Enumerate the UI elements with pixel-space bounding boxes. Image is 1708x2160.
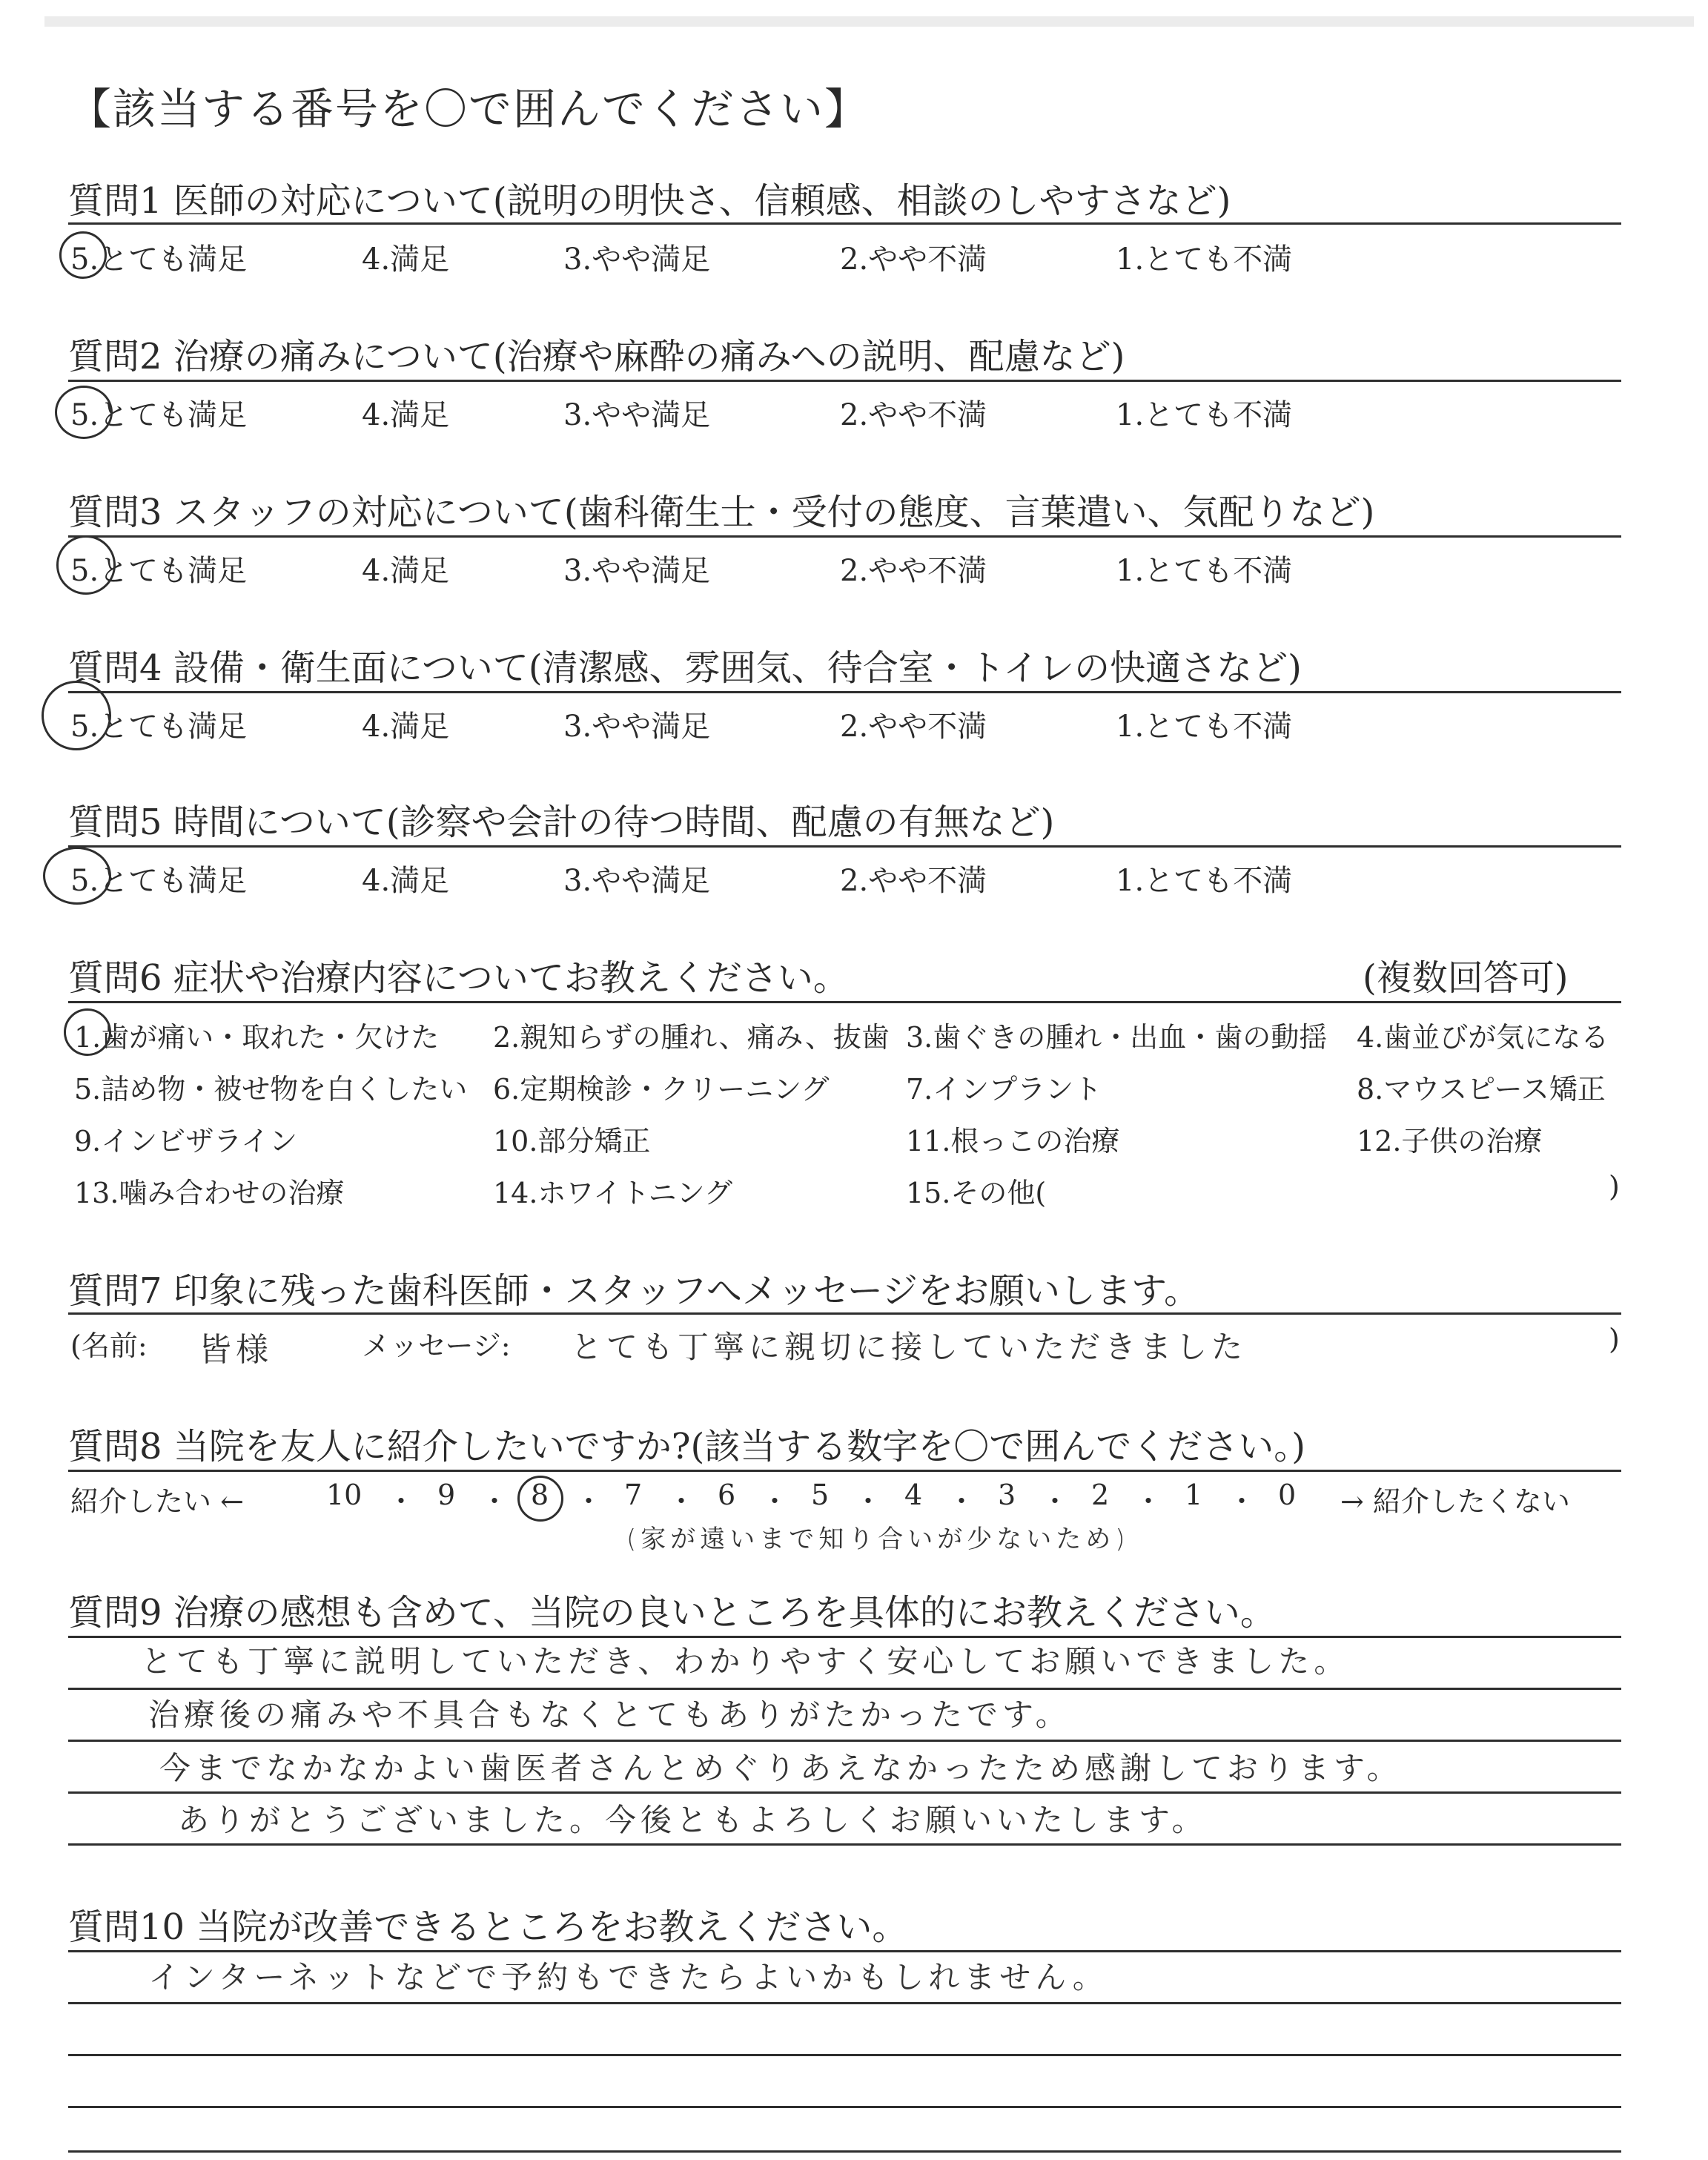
q10-rule-5 bbox=[68, 2150, 1621, 2153]
q3-option-5[interactable]: 5.とても満足 bbox=[70, 554, 248, 588]
q3-option-4[interactable]: 4.満足 bbox=[362, 554, 450, 588]
q9-rule-5 bbox=[68, 1843, 1621, 1846]
q1-selection-circle bbox=[59, 231, 107, 279]
q8-scale-10[interactable]: 10 bbox=[326, 1479, 363, 1511]
q8-scale-8[interactable]: 8 bbox=[531, 1479, 549, 1511]
q5-rule bbox=[68, 845, 1621, 848]
q6-other-close-paren: ) bbox=[1609, 1170, 1620, 1203]
q2-title: 質問2 治療の痛みについて(治療や麻酔の痛みへの説明、配慮など) bbox=[68, 336, 1125, 377]
q8-scale-dot: ・ bbox=[947, 1485, 976, 1518]
q6-item-4[interactable]: 4.歯並びが気になる bbox=[1357, 1021, 1609, 1054]
q1-rule bbox=[68, 222, 1621, 225]
q6-multiple-note: (複数回答可) bbox=[1363, 957, 1569, 999]
q1-option-5[interactable]: 5.とても満足 bbox=[70, 242, 248, 277]
q1-option-4[interactable]: 4.満足 bbox=[362, 242, 450, 277]
q3-rule bbox=[68, 535, 1621, 538]
q4-option-2[interactable]: 2.やや不満 bbox=[840, 710, 987, 744]
q8-scale-dot: ・ bbox=[1041, 1485, 1070, 1518]
q6-item-9[interactable]: 9.インビザライン bbox=[74, 1125, 298, 1157]
q9-answer-line-4: ありがとうございました。今後ともよろしくお願いいたします。 bbox=[178, 1802, 1208, 1838]
q2-selection-circle bbox=[55, 386, 113, 439]
q3-selection-circle bbox=[56, 535, 116, 595]
q1-option-1[interactable]: 1.とても不満 bbox=[1116, 242, 1293, 277]
q8-selection-circle bbox=[517, 1476, 563, 1522]
q5-option-2[interactable]: 2.やや不満 bbox=[840, 864, 987, 898]
q7-title: 質問7 印象に残った歯科医師・スタッフへメッセージをお願いします。 bbox=[68, 1270, 1200, 1312]
q9-title: 質問9 治療の感想も含めて、当院の良いところを具体的にお教えください。 bbox=[68, 1592, 1276, 1634]
q1-title: 質問1 医師の対応について(説明の明快さ、信頼感、相談のしやすさなど) bbox=[68, 180, 1231, 222]
q5-title: 質問5 時間について(診察や会計の待つ時間、配慮の有無など) bbox=[68, 802, 1055, 843]
q9-rule-4 bbox=[68, 1791, 1621, 1794]
q9-rule-2 bbox=[68, 1688, 1621, 1690]
q7-message-value[interactable]: とても丁寧に親切に接していただきました bbox=[571, 1329, 1248, 1365]
q8-scale-dot: ・ bbox=[575, 1485, 603, 1518]
q8-scale-dot: ・ bbox=[387, 1485, 416, 1518]
q8-title: 質問8 当院を友人に紹介したいですか?(該当する数字を〇で囲んでください。) bbox=[68, 1426, 1305, 1467]
q6-item-15[interactable]: 15.その他( bbox=[906, 1177, 1047, 1209]
q3-option-2[interactable]: 2.やや不満 bbox=[840, 554, 987, 588]
q4-title: 質問4 設備・衛生面について(清潔感、雰囲気、待合室・トイレの快適さなど) bbox=[68, 647, 1302, 689]
q10-answer-line-1: インターネットなどで予約もできたらよいかもしれません。 bbox=[148, 1959, 1108, 1995]
q8-scale-1[interactable]: 1 bbox=[1185, 1479, 1203, 1511]
q9-rule-3 bbox=[68, 1740, 1621, 1742]
q5-option-5[interactable]: 5.とても満足 bbox=[70, 864, 248, 898]
q5-option-4[interactable]: 4.満足 bbox=[362, 864, 450, 898]
q6-item-6[interactable]: 6.定期検診・クリーニング bbox=[493, 1073, 830, 1106]
q8-scale-dot: ・ bbox=[854, 1485, 883, 1518]
q8-scale-4[interactable]: 4 bbox=[904, 1479, 923, 1511]
q2-option-1[interactable]: 1.とても不満 bbox=[1116, 398, 1293, 432]
q6-item-10[interactable]: 10.部分矯正 bbox=[493, 1125, 651, 1157]
q2-rule bbox=[68, 380, 1621, 382]
q6-title: 質問6 症状や治療内容についてお教えください。 bbox=[68, 957, 849, 999]
form-heading: 【該当する番号を〇で囲んでください】 bbox=[68, 84, 870, 134]
q6-item-8[interactable]: 8.マウスピース矯正 bbox=[1357, 1073, 1606, 1106]
q4-rule bbox=[68, 691, 1621, 693]
q9-answer-line-3: 今までなかなかよい歯医者さんとめぐりあえなかったため感謝しております。 bbox=[159, 1750, 1403, 1786]
q6-item-5[interactable]: 5.詰め物・被せ物を白くしたい bbox=[74, 1073, 468, 1106]
q4-option-4[interactable]: 4.満足 bbox=[362, 710, 450, 744]
q8-scale-dot: ・ bbox=[1228, 1485, 1257, 1518]
q5-option-1[interactable]: 1.とても不満 bbox=[1116, 864, 1293, 898]
q3-option-1[interactable]: 1.とても不満 bbox=[1116, 554, 1293, 588]
q7-message-label: メッセージ: bbox=[362, 1330, 511, 1362]
q6-item-2[interactable]: 2.親知らずの腫れ、痛み、抜歯 bbox=[493, 1021, 890, 1054]
q9-answer-line-1: とても丁寧に説明していただき、わかりやすく安心してお願いできました。 bbox=[141, 1643, 1350, 1680]
q7-name-label: (名前: bbox=[70, 1330, 148, 1362]
q2-option-3[interactable]: 3.やや満足 bbox=[563, 398, 711, 432]
q8-scale-0[interactable]: 0 bbox=[1278, 1479, 1297, 1511]
q8-scale-dot: ・ bbox=[1134, 1485, 1163, 1518]
q6-item-11[interactable]: 11.根っこの治療 bbox=[906, 1125, 1120, 1157]
q7-rule bbox=[68, 1312, 1621, 1315]
q1-option-3[interactable]: 3.やや満足 bbox=[563, 242, 711, 277]
q8-scale-3[interactable]: 3 bbox=[998, 1479, 1016, 1511]
q5-selection-circle bbox=[43, 847, 111, 905]
scan-top-edge bbox=[44, 16, 1694, 27]
q7-close-paren: ) bbox=[1609, 1323, 1620, 1355]
q6-item-7[interactable]: 7.インプラント bbox=[906, 1073, 1102, 1106]
q10-rule-2 bbox=[68, 2002, 1621, 2004]
q2-option-2[interactable]: 2.やや不満 bbox=[840, 398, 987, 432]
q8-rule bbox=[68, 1470, 1621, 1472]
q8-scale-7[interactable]: 7 bbox=[624, 1479, 643, 1511]
q8-handwritten-comment: (家が遠いまで知り合いが少ないため) bbox=[626, 1525, 1130, 1554]
q6-item-14[interactable]: 14.ホワイトニング bbox=[493, 1177, 733, 1209]
q4-selection-circle bbox=[42, 681, 111, 750]
q8-scale-dot: ・ bbox=[480, 1485, 509, 1518]
q8-scale-dot: ・ bbox=[667, 1485, 696, 1518]
q5-option-3[interactable]: 3.やや満足 bbox=[563, 864, 711, 898]
q8-scale-5[interactable]: 5 bbox=[811, 1479, 830, 1511]
q6-item-13[interactable]: 13.噛み合わせの治療 bbox=[74, 1177, 345, 1209]
q6-rule bbox=[68, 1001, 1621, 1003]
q6-item-1[interactable]: 1.歯が痛い・取れた・欠けた bbox=[74, 1021, 440, 1054]
q4-option-1[interactable]: 1.とても不満 bbox=[1116, 710, 1293, 744]
q8-right-label: → 紹介したくない bbox=[1340, 1485, 1570, 1518]
q10-rule-4 bbox=[68, 2106, 1621, 2108]
q8-scale-6[interactable]: 6 bbox=[718, 1479, 736, 1511]
q8-scale-2[interactable]: 2 bbox=[1091, 1479, 1110, 1511]
q10-rule-1 bbox=[68, 1950, 1621, 1952]
q4-option-3[interactable]: 3.やや満足 bbox=[563, 710, 711, 744]
q2-option-4[interactable]: 4.満足 bbox=[362, 398, 450, 432]
q6-item-3[interactable]: 3.歯ぐきの腫れ・出血・歯の動揺 bbox=[906, 1021, 1328, 1054]
q1-option-2[interactable]: 2.やや不満 bbox=[840, 242, 987, 277]
q4-option-5[interactable]: 5.とても満足 bbox=[70, 710, 248, 744]
q7-name-value[interactable]: 皆様 bbox=[199, 1331, 273, 1369]
q9-answer-line-2: 治療後の痛みや不具合もなくとてもありがたかったです。 bbox=[148, 1697, 1071, 1733]
q3-title: 質問3 スタッフの対応について(歯科衛生士・受付の態度、言葉遣い、気配りなど) bbox=[68, 492, 1375, 533]
q2-option-5[interactable]: 5.とても満足 bbox=[70, 398, 248, 432]
q10-rule-3 bbox=[68, 2054, 1621, 2056]
q8-left-label: 紹介したい ← bbox=[70, 1485, 244, 1518]
q6-selection-circle bbox=[64, 1008, 111, 1056]
q10-title: 質問10 当院が改善できるところをお教えください。 bbox=[68, 1906, 908, 1948]
q8-scale-dot: ・ bbox=[761, 1485, 790, 1518]
q3-option-3[interactable]: 3.やや満足 bbox=[563, 554, 711, 588]
q6-item-12[interactable]: 12.子供の治療 bbox=[1357, 1125, 1543, 1157]
q8-scale-9[interactable]: 9 bbox=[437, 1479, 456, 1511]
